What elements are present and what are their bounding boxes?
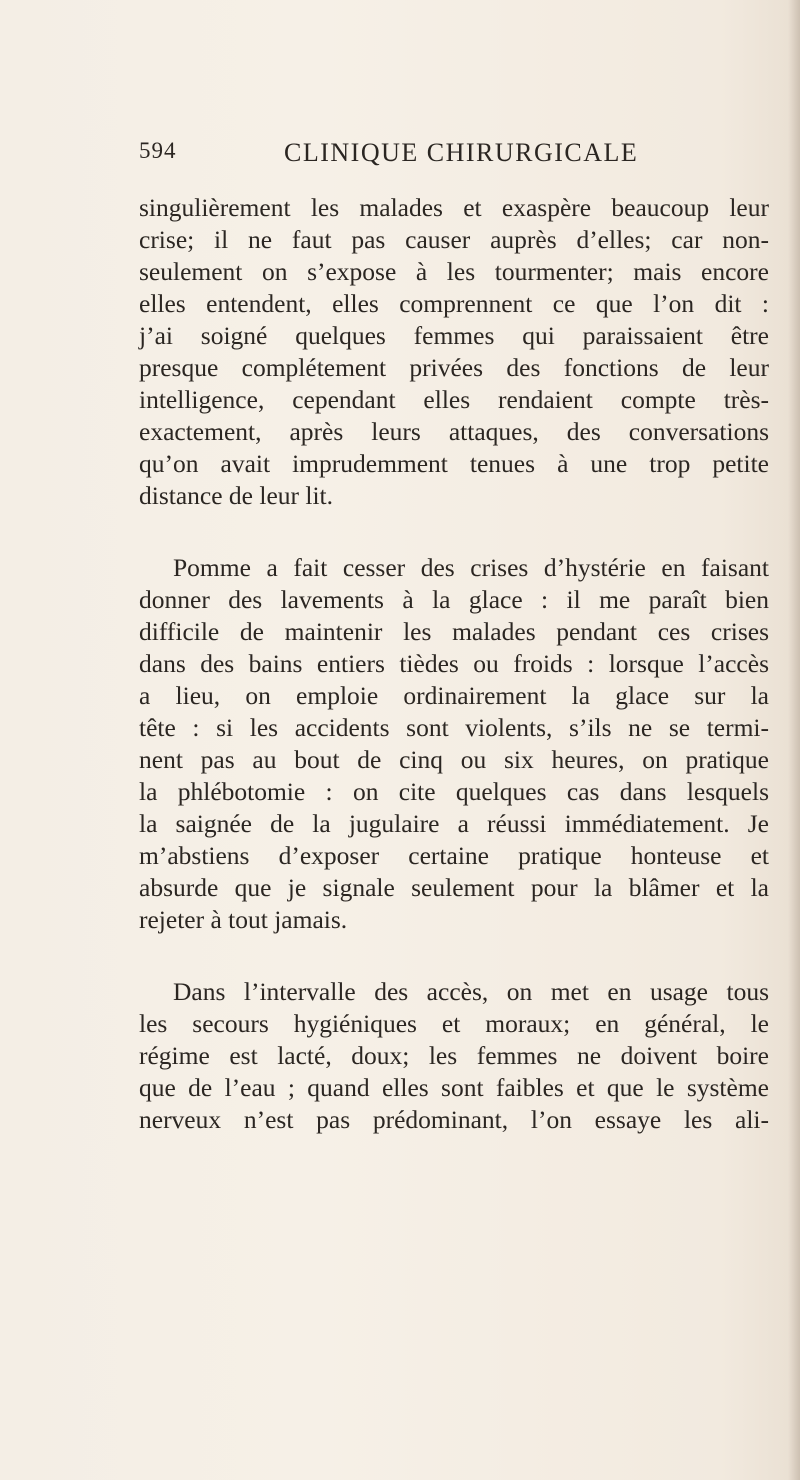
text-line: régime est lacté, doux; les femmes ne doivent boire [139,1041,769,1070]
paragraph-1 [139,192,769,512]
paragraph-2 [139,552,769,936]
running-head: CLINIQUE CHIRURGICALE [284,138,639,167]
text-line: seulement on s’expose à les tourmenter; mais encore [139,257,769,286]
text-line: dans des bains entiers tièdes ou froids : lorsque l’accès [139,649,769,678]
text-line: qu’on avait imprudemment tenues à une trop petite [139,449,769,478]
text-line: Dans l’intervalle des accès, on met en usage tous [173,977,769,1006]
text-line: presque complétement privées des fonctions de leur [139,353,769,382]
text-line: tête : si les accidents sont violents, s’ils ne se termi- [139,713,769,742]
text-line: intelligence, cependant elles rendaient compte très- [139,385,769,414]
text-line: distance de leur lit. [139,481,334,510]
body-text [139,192,769,1136]
text-line: la saignée de la jugulaire a réussi immédiatement. Je [139,809,769,838]
text-line: nent pas au bout de cinq ou six heures, on pratique [139,745,769,774]
page-header [139,138,779,174]
text-line: Pomme a fait cesser des crises d’hystérie en faisant [173,553,769,582]
text-line: absurde que je signale seulement pour la blâmer et la [139,873,769,902]
text-line: donner des lavements à la glace : il me paraît bien [139,585,769,614]
text-line: difficile de maintenir les malades pendant ces crises [139,617,769,646]
text-line: nerveux n’est pas prédominant, l’on essaye les ali- [139,1105,769,1134]
text-line: m’abstiens d’exposer certaine pratique honteuse et [139,841,769,870]
text-line: crise; il ne faut pas causer auprès d’elles; car non- [139,225,769,254]
text-line: les secours hygiéniques et moraux; en général, le [139,1009,769,1038]
page-number: 594 [139,138,177,163]
text-line: j’ai soigné quelques femmes qui paraissaient être [139,321,769,350]
text-line: la phlébotomie : on cite quelques cas dans lesquels [139,777,769,806]
text-line: singulièrement les malades et exaspère beaucoup leur [139,193,769,222]
text-line: exactement, après leurs attaques, des conversations [139,417,769,446]
text-line: que de l’eau ; quand elles sont faibles et que le système [139,1073,769,1102]
text-line: a lieu, on emploie ordinairement la glace sur la [139,681,769,710]
page-edge-shadow [788,0,800,1480]
text-line: rejeter à tout jamais. [139,905,348,934]
text-line: elles entendent, elles comprennent ce que l’on dit : [139,289,769,318]
paragraph-3 [139,976,769,1136]
